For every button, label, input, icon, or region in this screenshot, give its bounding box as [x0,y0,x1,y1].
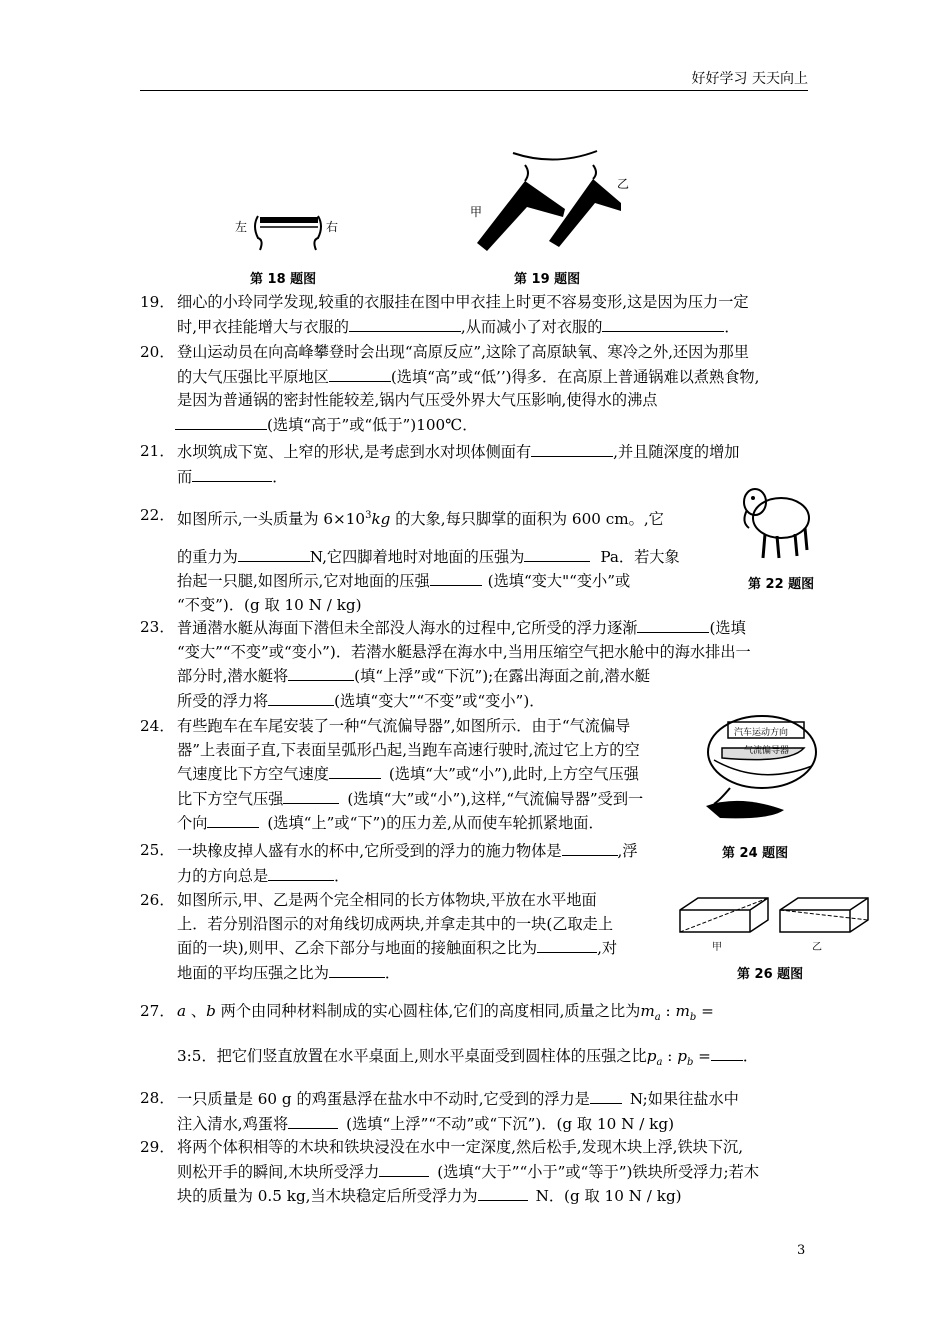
figure-26-label-a: 甲 [712,942,722,953]
answer-blank[interactable] [283,787,339,804]
question-24-text-5a: 个向 [177,814,208,832]
figure-18 [230,200,350,260]
figure-19-caption: 第 19 题图 [514,272,581,287]
answer-blank[interactable] [238,545,310,562]
question-24-line-1: 有些跑车在车尾安装了一种“气流偏导器”,如图所示．由于“气流偏导 [177,717,631,735]
question-22-text-3a: 抬起一只腿,如图所示,它对地面的压强 [177,572,430,591]
answer-blank[interactable] [192,465,272,482]
question-27-pa-sub: a [656,1056,663,1068]
question-25-number: 25． [140,841,175,859]
answer-blank[interactable] [268,689,334,706]
figure-19-drawing [465,145,635,260]
question-28-number: 28． [140,1089,175,1107]
question-27-pa: p [646,1046,657,1065]
question-22-unit: kg [371,510,391,529]
question-25-text-2b: ． [334,866,350,885]
answer-blank[interactable] [349,315,461,332]
question-27-colon: : [660,1002,676,1020]
question-22-text-1b: 的大象,每只脚掌的面积为 600 cm。,它 [390,510,664,529]
figure-18-caption: 第 18 题图 [250,272,317,287]
question-29-number: 29． [140,1138,175,1156]
question-27-mb-sub: b [689,1012,697,1024]
figure-22-caption: 第 22 题图 [748,577,815,592]
answer-blank[interactable] [711,1044,743,1061]
answer-blank[interactable] [329,762,381,779]
figure-26-label-b: 乙 [812,942,822,953]
question-22-number: 22． [140,506,175,524]
answer-blank[interactable] [430,569,482,586]
answer-blank[interactable] [602,315,724,332]
question-22-line-4: “不变”)．(g 取 10 N / kg) [177,595,362,614]
question-20-line-1: 登山运动员在向高峰攀登时会出现“高原反应”,这除了高原缺氧、寒冷之外,还因为那里 [177,343,749,361]
figure-18-right-label: 右 [326,220,339,234]
question-23-text-4b: (选填“变大”“不变”或“变小”)． [334,691,545,710]
figure-19-label-b: 乙 [617,177,630,191]
question-26-text-4b: ． [384,963,401,982]
question-21-text-1a: 水坝筑成下宽、上窄的形状,是考虑到水对坝体侧面有 [177,443,532,461]
question-24-text-3a: 气速度比下方空气速度 [177,765,329,783]
question-29-text-3b: N．(g 取 10 N / kg) [535,1187,682,1205]
question-21-number: 21． [140,442,175,460]
answer-blank[interactable] [288,664,354,681]
answer-blank[interactable] [329,961,385,978]
question-23-number: 23． [140,618,175,636]
question-20-text-2a: 的大气压强比平原地区 [177,367,329,386]
answer-blank[interactable] [562,839,618,856]
question-20-text-4b: (选填“高于”或“低于”)100℃． [267,415,478,434]
answer-blank[interactable] [537,936,597,953]
question-29-text-2b: (选填“大于”“小于”或“等于”)铁块所受浮力;若木 [437,1162,760,1181]
figure-24-caption: 第 24 题图 [722,846,789,861]
question-24-line-2: 器”上表面子直,下表面呈弧形凸起,当跑车高速行驶时,流过它上方的空 [177,740,640,759]
question-26-line-2: 上．若分别沿图示的对角线切成两块,并拿走其中的一块(乙取走上 [177,914,614,933]
question-23-line-2: “变大”“不变”或“变小”)．若潜水艇悬浮在海水中,当用压缩空气把水舱中的海水排出一 [177,642,751,661]
question-20-text-2b: (选填“高”或“低’’)得多．在高原上普通锅难以煮熟食物, [390,367,760,386]
question-27-mb: m [675,1002,690,1020]
question-27-line-1: 两个由同种材料制成的实心圆柱体,它们的高度相同,质量之比为 [215,1002,641,1020]
question-24-number: 24． [140,717,175,735]
question-19-text-2c: ． [724,317,740,336]
question-27-text-2c: ． [742,1046,759,1065]
question-24-text-4a: 比下方空气压强 [177,789,284,808]
question-21-text-1b: ,并且随深度的增加 [613,443,740,461]
blocks-drawing [676,890,874,950]
answer-blank[interactable] [207,811,259,828]
question-25-text-1a: 一块橡皮掉人盛有水的杯中,它所受到的浮力的施力物体是 [177,842,562,860]
question-27-ma: m [640,1002,655,1020]
question-20-number: 20． [140,343,175,361]
figure-26 [676,890,874,953]
question-22-text-2c: Pa．若大象 [600,547,680,566]
answer-blank[interactable] [329,365,391,382]
question-23-text-4a: 所受的浮力将 [177,691,269,710]
question-23-text-1a: 普通潜水艇从海面下潜但未全部没人海水的过程中,它所受的浮力逐渐 [177,619,638,637]
question-26-text-3b: ,对 [597,939,618,957]
question-27-pb-sub: b [686,1056,694,1068]
elephant-drawing [735,478,815,568]
question-22-text-2a: 的重力为 [177,547,238,566]
question-29-text-2a: 则松开手的瞬间,木块所受浮力 [177,1162,380,1181]
answer-blank[interactable] [590,1087,622,1104]
header-motto: 好好学习 天天向上 [691,71,808,87]
question-27-pb: p [677,1046,687,1065]
question-26-text-3a: 面的一块),则甲、乙余下部分与地面的接触面积之比为 [177,939,538,957]
question-27-eq: = [696,1002,714,1020]
answer-blank[interactable] [268,864,334,881]
question-27-colon-2: : [662,1046,678,1065]
question-19-line-1: 细心的小玲同学发现,较重的衣服挂在图中甲衣挂上时更不容易变形,这是因为压力一定 [177,293,749,311]
question-27-var-b: b [206,1002,216,1020]
question-21-text-2a: 而 [177,467,193,486]
question-23-text-3b: (填“上浮”或“下沉”);在露出海面之前,潜水艇 [354,667,650,685]
question-26-text-4a: 地面的平均压强之比为 [177,963,329,982]
question-19-number: 19． [140,293,175,311]
question-24-text-4b: (选填“大”或“小”),这样,“气流偏导器”受到一 [347,789,644,808]
page-number: 3 [797,1243,806,1258]
figure-18-left-label: 左 [235,220,248,234]
answer-blank[interactable] [175,413,267,430]
figure-19-label-a: 甲 [470,205,483,219]
page-header [140,68,808,91]
answer-blank[interactable] [637,616,709,633]
answer-blank[interactable] [478,1184,528,1201]
figure-24-spoiler-label: 气流偏导器 [744,746,790,756]
question-28-text-1b: N;如果往盐水中 [629,1090,739,1108]
answer-blank[interactable] [531,440,613,457]
figure-19 [465,145,635,260]
question-24-text-3b: (选填“大”或“小”),此时,上方空气压强 [388,765,639,783]
question-28-text-2b: (选填“上浮”“不动”或“下沉”)．(g 取 10 N / kg) [346,1114,675,1133]
question-26-line-1: 如图所示,甲、乙是两个完全相同的长方体物块,平放在水平地面 [177,891,597,909]
question-24-text-5b: (选填“上”或“下”)的压力差,从而使车轮抓紧地面． [267,814,604,832]
question-25-text-1b: ,浮 [617,842,638,860]
figure-26-caption: 第 26 题图 [737,967,804,982]
question-28-text-2a: 注入清水,鸡蛋将 [177,1114,289,1133]
question-23-text-1b: (选填 [709,619,746,637]
question-27-var-a: a [177,1002,187,1020]
question-22-text-3b: (选填“变大"“变小”或 [487,572,631,591]
answer-blank[interactable] [524,545,590,562]
question-22-text-1a: 如图所示,一头质量为 6×10 [177,510,366,529]
question-27-text-2a: 3:5．把它们竖直放置在水平桌面上,则水平桌面受到圆柱体的压强之比 [177,1046,647,1065]
question-20-line-3: 是因为普通锅的密封性能较差,锅内气压受外界大气压影响,使得水的沸点 [177,391,658,409]
answer-blank[interactable] [379,1160,429,1177]
answer-blank[interactable] [288,1112,338,1129]
question-27-sep: 、 [186,1002,207,1020]
question-21-text-2b: ． [272,467,288,486]
question-19-text-2b: ,从而减小了对衣服的 [460,317,603,336]
question-28-text-1a: 一只质量是 60 g 的鸡蛋悬浮在盐水中不动时,它受到的浮力是 [177,1090,590,1108]
figure-24 [700,708,820,833]
question-27-text-2b: = [693,1046,711,1065]
question-25-text-2a: 力的方向总是 [177,866,269,885]
question-22-text-2b: N,它四脚着地时对地面的压强为 [309,547,525,566]
question-19-text-2a: 时,甲衣挂能增大与衣服的 [177,317,349,336]
question-26-number: 26． [140,891,175,909]
question-29-line-1: 将两个体积相等的木块和铁块浸没在水中一定深度,然后松手,发现木块上浮,铁块下沉, [177,1138,744,1156]
question-23-text-3a: 部分时,潜水艇将 [177,667,289,685]
question-29-text-3a: 块的质量为 0.5 kg,当木块稳定后所受浮力为 [177,1187,478,1205]
figure-22 [735,478,815,568]
figure-24-direction-label: 汽车运动方向 [734,728,789,738]
question-27-number: 27． [140,1002,175,1020]
question-22-exponent: 3 [365,510,372,521]
question-27-ma-sub: a [654,1012,661,1024]
